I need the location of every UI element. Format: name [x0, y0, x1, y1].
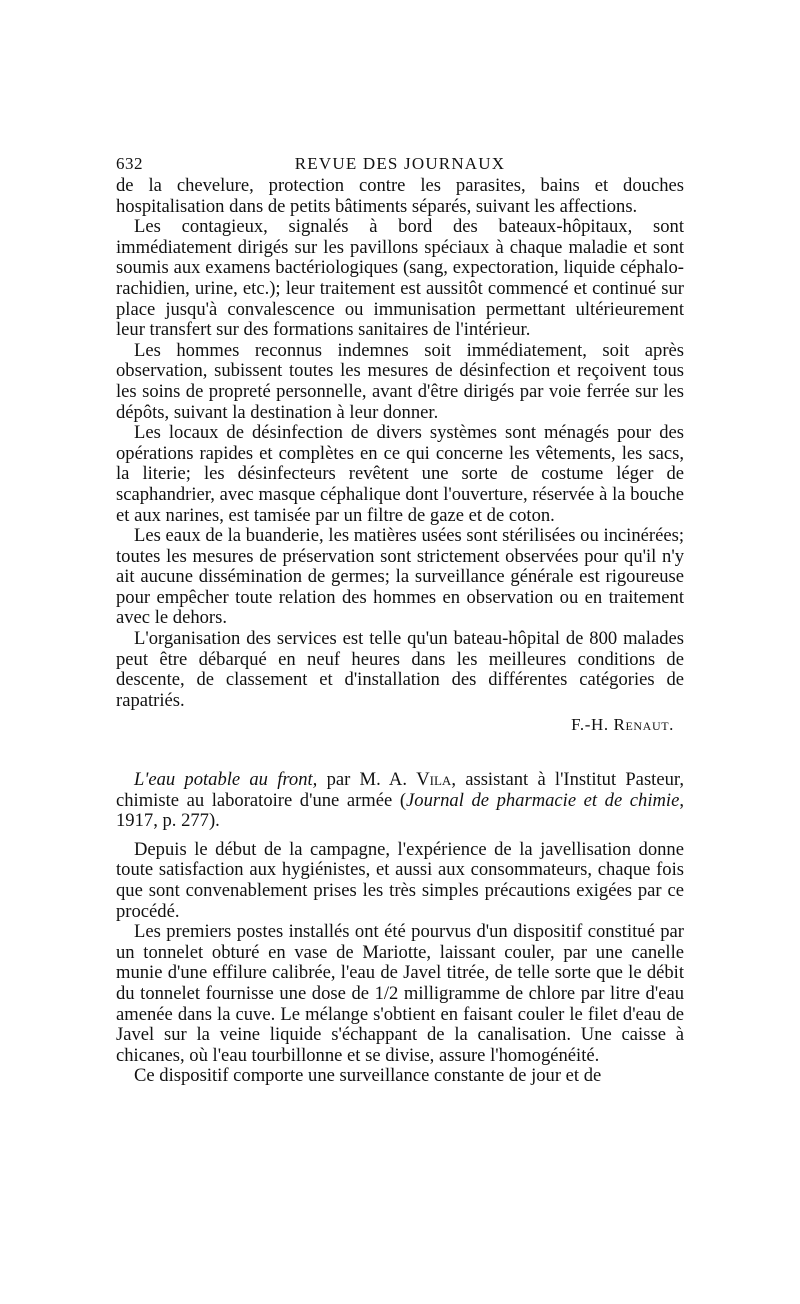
reference-author: Vila [416, 769, 452, 791]
paragraph: Les locaux de désinfection de divers systèmes sont ménagés pour des opérations rapides et complètes en ce qui concerne les vêtements, les sacs, la literie; les désinfecteurs revêtent une sorte de costume léger de scaphandrier, avec masque céphalique dont l'ouverture, réservée à la bouche et aux narines, est tamisée par un filtre de gaze et de coton. [116, 422, 684, 526]
running-title: REVUE DES JOURNAUX [294, 154, 506, 173]
paragraph: Depuis le début de la campagne, l'expérience de la javellisation donne toute satisfaction aux hygiénistes, et aussi aux consommateurs, chaque fois que sont convenablement prises les très simples précautions exigées par ce procédé. [116, 838, 684, 922]
paragraph: Ce dispositif comporte une surveillance constante de jour et de [134, 1065, 602, 1087]
paragraph: Les premiers postes installés ont été pourvus d'un dispositif constitué par un tonnelet obturé en vase de Mariotte, laissant couler, par une canelle munie d'une effilure calibrée, l'eau de Javel titrée, de telle sorte que le débit du tonnelet fournisse une dose de 1/2 milligramme de chlore par litre d'eau amenée dans la cuve. Le mélange s'obtient en faisant couler le filet d'eau de Javel sur la veine liquide s'échappant de la canalisation. Une caisse à chicanes, où l'eau tourbillonne et se divise, assure l'homogénéité. [116, 921, 684, 1066]
paragraph: Les eaux de la buanderie, les matières usées sont stérilisées ou incinérées; toutes les mesures de préservation sont strictement observées pour qu'il n'y ait aucune dissémination de germes; la surveillance générale est rigoureuse pour empêcher toute relation des hommes en observation ou en traitement avec le dehors. [116, 525, 684, 629]
author-signature [116, 715, 674, 736]
signature-initials: F.-H. [571, 715, 614, 735]
page-number: 632 [116, 154, 143, 173]
section-gap [116, 736, 684, 770]
paragraph: L'organisation des services est telle qu'un bateau-hôpital de 800 malades peut être débarqué en neuf heures dans les meilleures conditions de descente, de classement et d'installation des différentes catégories de rapatriés. [116, 628, 684, 711]
article-reference [116, 770, 684, 832]
paragraph: Les hommes reconnus indemnes soit immédiatement, soit après observation, subissent toutes les mesures de désinfection et reçoivent tous les soins de propreté personnelle, avant d'être dirigés par voie ferrée sur les dépôts, suivant la destination à leur donner. [116, 339, 684, 423]
body-text [116, 176, 684, 1087]
reference-journal: Journal de pharmacie et de chimie [406, 789, 680, 811]
reference-title: L'eau potable au front, [134, 769, 318, 791]
signature-name: Renaut. [613, 715, 674, 735]
reference-by: par M. A. [317, 769, 417, 791]
book-page [116, 150, 684, 1087]
reference-role: , assistant à l'Institut Pasteur, chimiste au laboratoire d'une armée ( [116, 769, 684, 811]
paragraph: Les contagieux, signalés à bord des bateaux-hôpitaux, sont immédiatement dirigés sur les pavillons spéciaux à chaque maladie et sont soumis aux examens bactériologiques (sang, expectoration, liquide céphalo-rachidien, urine, etc.); leur traitement est aussitôt commencé et continué sur place jusqu'à convalescence ou immunisation permettant ultérieurement leur transfert sur des formations sanitaires de l'intérieur. [116, 216, 684, 341]
paragraph: de la chevelure, protection contre les parasites, bains et douches hospitalisation dans de petits bâtiments séparés, suivant les affections. [116, 175, 684, 217]
page-header [116, 150, 684, 176]
reference-details: , 1917, p. 277). [116, 789, 685, 832]
